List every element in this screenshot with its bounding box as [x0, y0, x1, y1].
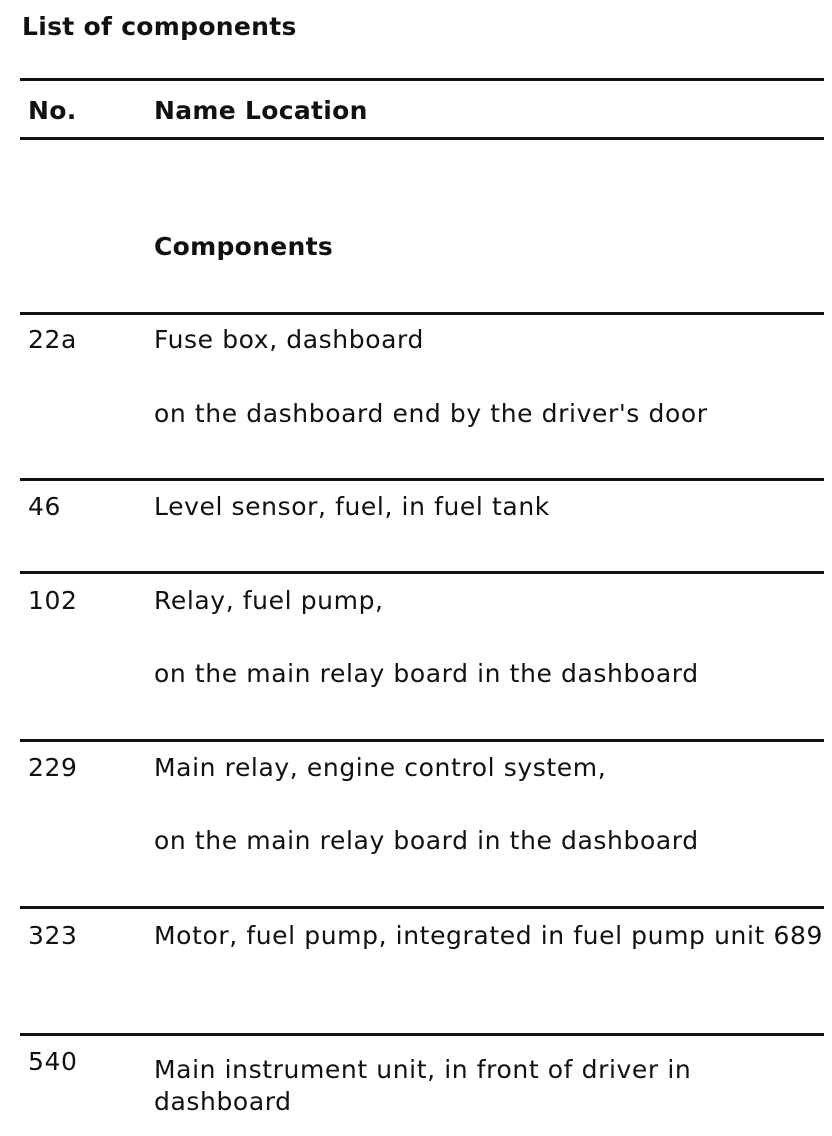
component-name: Relay, fuel pump,	[154, 586, 384, 615]
component-number: 46	[28, 492, 62, 521]
component-number: 22a	[28, 325, 77, 354]
component-number: 323	[28, 921, 78, 950]
row-divider	[20, 312, 824, 315]
table-top-rule	[20, 78, 824, 81]
component-name: Main relay, engine control system,	[154, 753, 607, 782]
component-number: 540	[28, 1047, 78, 1076]
component-name: Main instrument unit, in front of driver in dashboard	[154, 1055, 692, 1116]
column-header-name-location: Name Location	[154, 96, 368, 125]
component-location: on the main relay board in the dashboard	[154, 659, 699, 688]
component-name: Fuse box, dashboard	[154, 325, 424, 354]
document-title: List of components	[22, 12, 297, 41]
column-header-number: No.	[28, 96, 77, 125]
row-divider	[20, 571, 824, 574]
component-number: 229	[28, 753, 78, 782]
component-location: on the main relay board in the dashboard	[154, 826, 699, 855]
row-divider	[20, 1033, 824, 1036]
component-name: Level sensor, fuel, in fuel tank	[154, 492, 550, 521]
row-divider	[20, 906, 824, 909]
component-name: Motor, fuel pump, integrated in fuel pump unit 689	[154, 921, 823, 950]
component-location: on the dashboard end by the driver's door	[154, 399, 708, 428]
row-divider	[20, 739, 824, 742]
section-heading: Components	[154, 232, 334, 261]
row-divider	[20, 478, 824, 481]
header-bottom-rule	[20, 137, 824, 140]
component-number: 102	[28, 586, 78, 615]
